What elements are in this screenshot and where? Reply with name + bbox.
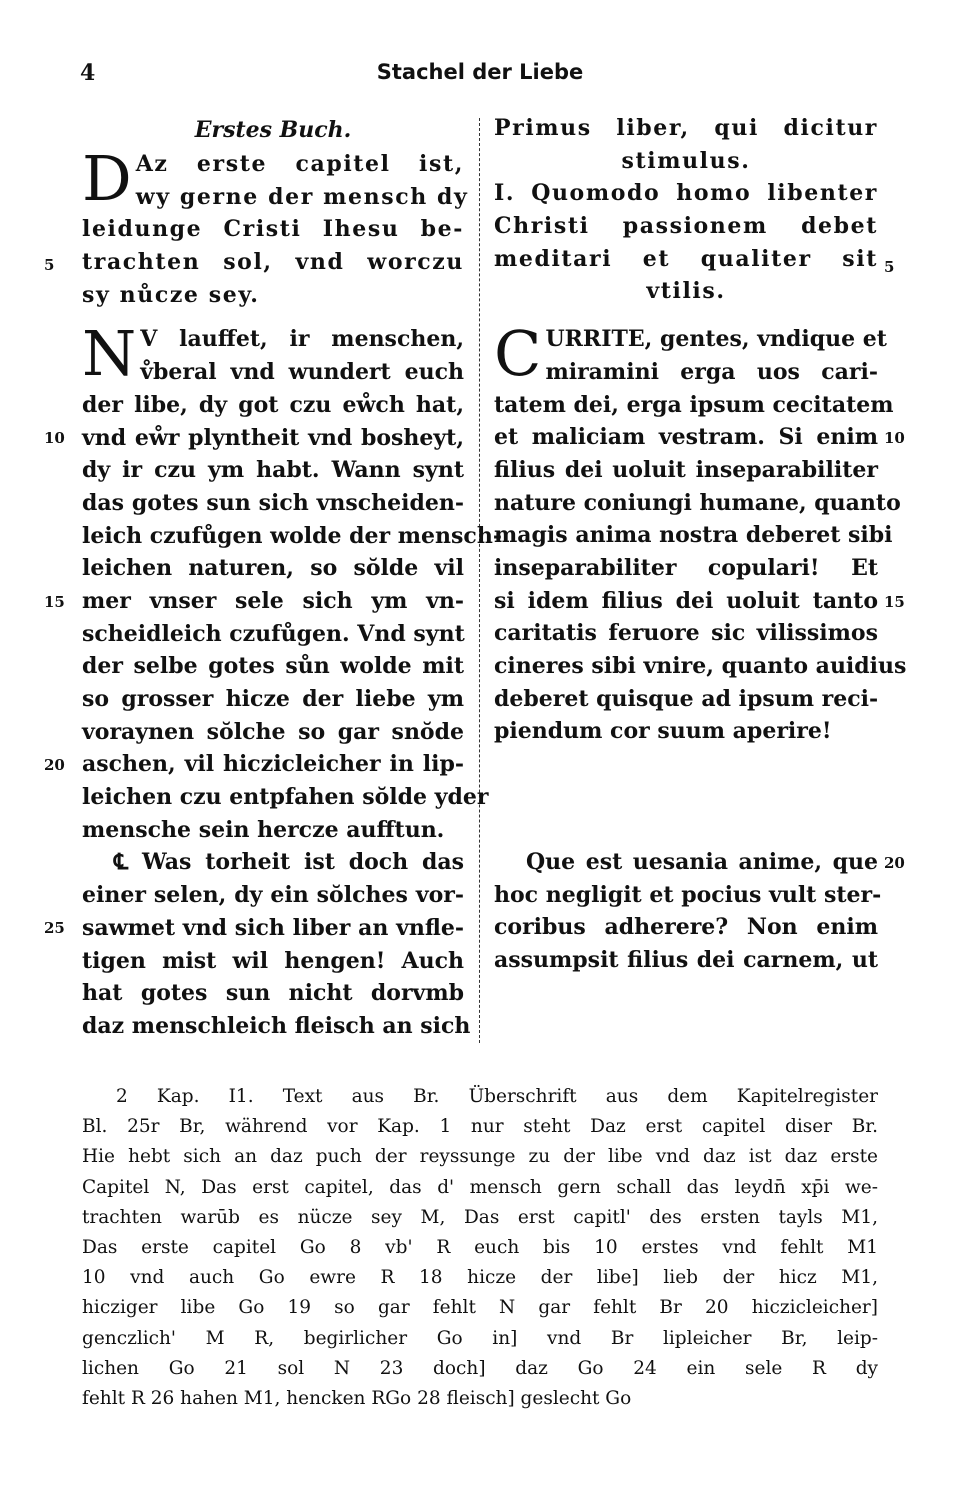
text-line: stimulus.	[621, 147, 751, 174]
text-line: Que est uesania anime, que	[526, 849, 878, 876]
line-number: 5	[884, 258, 895, 276]
line-number: 10	[44, 429, 65, 447]
text-line: daz menschleich fleisch an sich	[82, 1012, 471, 1039]
page-number: 4	[80, 60, 96, 86]
text-line: et maliciam vestram. Si enim	[494, 424, 878, 451]
text-line: leichen naturen, so sŏlde vil	[82, 555, 464, 582]
text-line: I. Quomodo homo libenter	[494, 180, 878, 207]
text-line: der libe, dy got czu eẘch hat,	[82, 391, 464, 418]
text-line: der selbe gotes sůn wolde mit	[82, 653, 464, 680]
text-line: nature coniungi humane, quanto	[494, 489, 901, 516]
apparatus-line: trachten warūb es nücze sey M, Das erst capitl' des ersten tayls M1,	[82, 1206, 878, 1228]
dropcap-c: C	[494, 317, 542, 391]
paragraph-latin-2	[494, 846, 882, 977]
text-line: leidunge Cristi Ihesu be-	[82, 216, 464, 243]
text-line: deberet quisque ad ipsum reci-	[494, 685, 879, 712]
left-column-german	[82, 112, 502, 1043]
text-line: URRITE, gentes, vndique et	[545, 326, 887, 353]
dropcap-n: N	[82, 317, 137, 391]
text-line: mer vnser sele sich ym vn-	[82, 587, 464, 614]
running-head: Stachel der Liebe	[376, 60, 584, 84]
text-line: scheidleich czufůgen. Vnd synt	[82, 620, 465, 647]
text-line: so grosser hicze der liebe ym	[82, 686, 464, 712]
dropcap-d: D	[82, 142, 132, 215]
apparatus-line: 10 vnd auch Go ewre R 18 hicze der libe] lieb der hicz M1,	[82, 1267, 878, 1289]
text-line: meditari et qualiter sit	[494, 245, 878, 272]
text-line: wy gerne der mensch dy	[135, 183, 469, 210]
paragraph-german-2	[82, 846, 471, 1042]
text-line: hat gotes sun nicht dorvmb	[82, 980, 464, 1007]
text-line: V lauffet, ir menschen,	[140, 326, 464, 353]
text-line: Primus liber, qui dicitur	[494, 115, 878, 141]
chapter-title-latin	[494, 112, 878, 308]
text-line: das gotes sun sich vnscheiden-	[82, 489, 464, 516]
text-line: dy ir czu ym habt. Wann synt	[82, 457, 464, 484]
text-line: einer selen, dy ein sŏlches vor-	[82, 882, 464, 909]
text-line: aschen, vil hiczicleicher in lip-	[82, 751, 464, 778]
text-line: tigen mist wil hengen! Auch	[82, 947, 464, 974]
text-line: vtilis.	[646, 278, 726, 305]
line-number: 15	[884, 593, 905, 611]
apparatus-line: fehlt R 26 hahen M1, hencken RGo 28 fleisch] geslecht Go	[82, 1387, 632, 1409]
chapter-title-german	[82, 142, 469, 311]
text-line: si idem filius dei uoluit tanto	[494, 587, 878, 614]
text-line: coribus adherere? Non enim	[494, 914, 878, 941]
text-line: piendum cor suum aperire!	[494, 718, 832, 745]
text-line: inseparabiliter copulari! Et	[494, 554, 878, 581]
line-number: 15	[44, 593, 65, 611]
text-line: hoc negligit et pocius vult ster-	[494, 881, 882, 908]
line-number: 5	[44, 256, 55, 274]
text-line: trachten sol, vnd worczu	[82, 249, 464, 276]
text-line: miramini erga uos cari-	[545, 358, 878, 385]
text-line: sy nůcze sey.	[82, 281, 260, 308]
text-line: caritatis feruore sic vilissimos	[494, 620, 878, 647]
text-line: mensche sein hercze aufftun.	[82, 816, 445, 843]
apparatus-line: Das erste capitel Go 8 vb' R euch bis 10 erstes vnd fehlt M1	[82, 1236, 878, 1258]
text-line: vnd eẘr plyntheit vnd bosheyt,	[82, 424, 464, 451]
apparatus-line: hicziger libe Go 19 so gar fehlt N gar fehlt Br 20 hiczicleicher]	[82, 1297, 878, 1319]
apparatus-line: genczlich' M R, begirlicher Go in] vnd Br lipleicher Br, leip-	[82, 1327, 878, 1349]
text-line: Az erste capitel ist,	[135, 151, 464, 177]
text-line: ℄ Was torheit ist doch das	[114, 849, 464, 876]
line-number: 20	[44, 756, 65, 774]
apparatus-line: Hie hebt sich an daz puch der reyssunge zu der libe vnd daz ist daz erste	[82, 1146, 878, 1168]
text-line: leich czufůgen wolde der mensch-	[82, 522, 502, 549]
line-number: 10	[884, 429, 905, 447]
line-number: 25	[44, 919, 65, 937]
text-line: assumpsit filius dei carnem, ut	[494, 947, 878, 974]
text-line: cineres sibi vnire, quanto auidius	[494, 653, 907, 679]
text-line: v̊beral vnd wundert euch	[140, 359, 464, 386]
paragraph-german-1	[82, 317, 502, 846]
text-line: tatem dei, erga ipsum cecitatem	[494, 391, 894, 418]
line-number: 20	[884, 854, 905, 872]
critical-apparatus	[82, 1082, 878, 1414]
apparatus-line: 2 Kap. I1. Text aus Br. Überschrift aus dem Kapitelregister	[116, 1086, 878, 1107]
text-line: leichen czu entpfahen sŏlde yder	[82, 784, 489, 811]
text-line: voraynen sŏlche so gar snŏde	[82, 718, 464, 745]
text-line: Christi passionem debet	[494, 213, 878, 240]
column-divider	[479, 118, 480, 1043]
apparatus-line: Capitel N, Das erst capitel, das d' mensch gern schall das leydn̄ xp̄i we-	[82, 1176, 878, 1198]
apparatus-line: Bl. 25r Br, während vor Kap. 1 nur steht Daz erst capitel diser Br.	[82, 1116, 878, 1138]
text-line: filius dei uoluit inseparabiliter	[494, 456, 878, 483]
apparatus-line: lichen Go 21 sol N 23 doch] daz Go 24 ein sele R dy	[82, 1357, 878, 1379]
text-line: sawmet vnd sich liber an vnfle-	[82, 914, 464, 941]
text-line: magis anima nostra deberet sibi	[494, 522, 893, 549]
book-heading: Erstes Buch.	[194, 117, 352, 143]
